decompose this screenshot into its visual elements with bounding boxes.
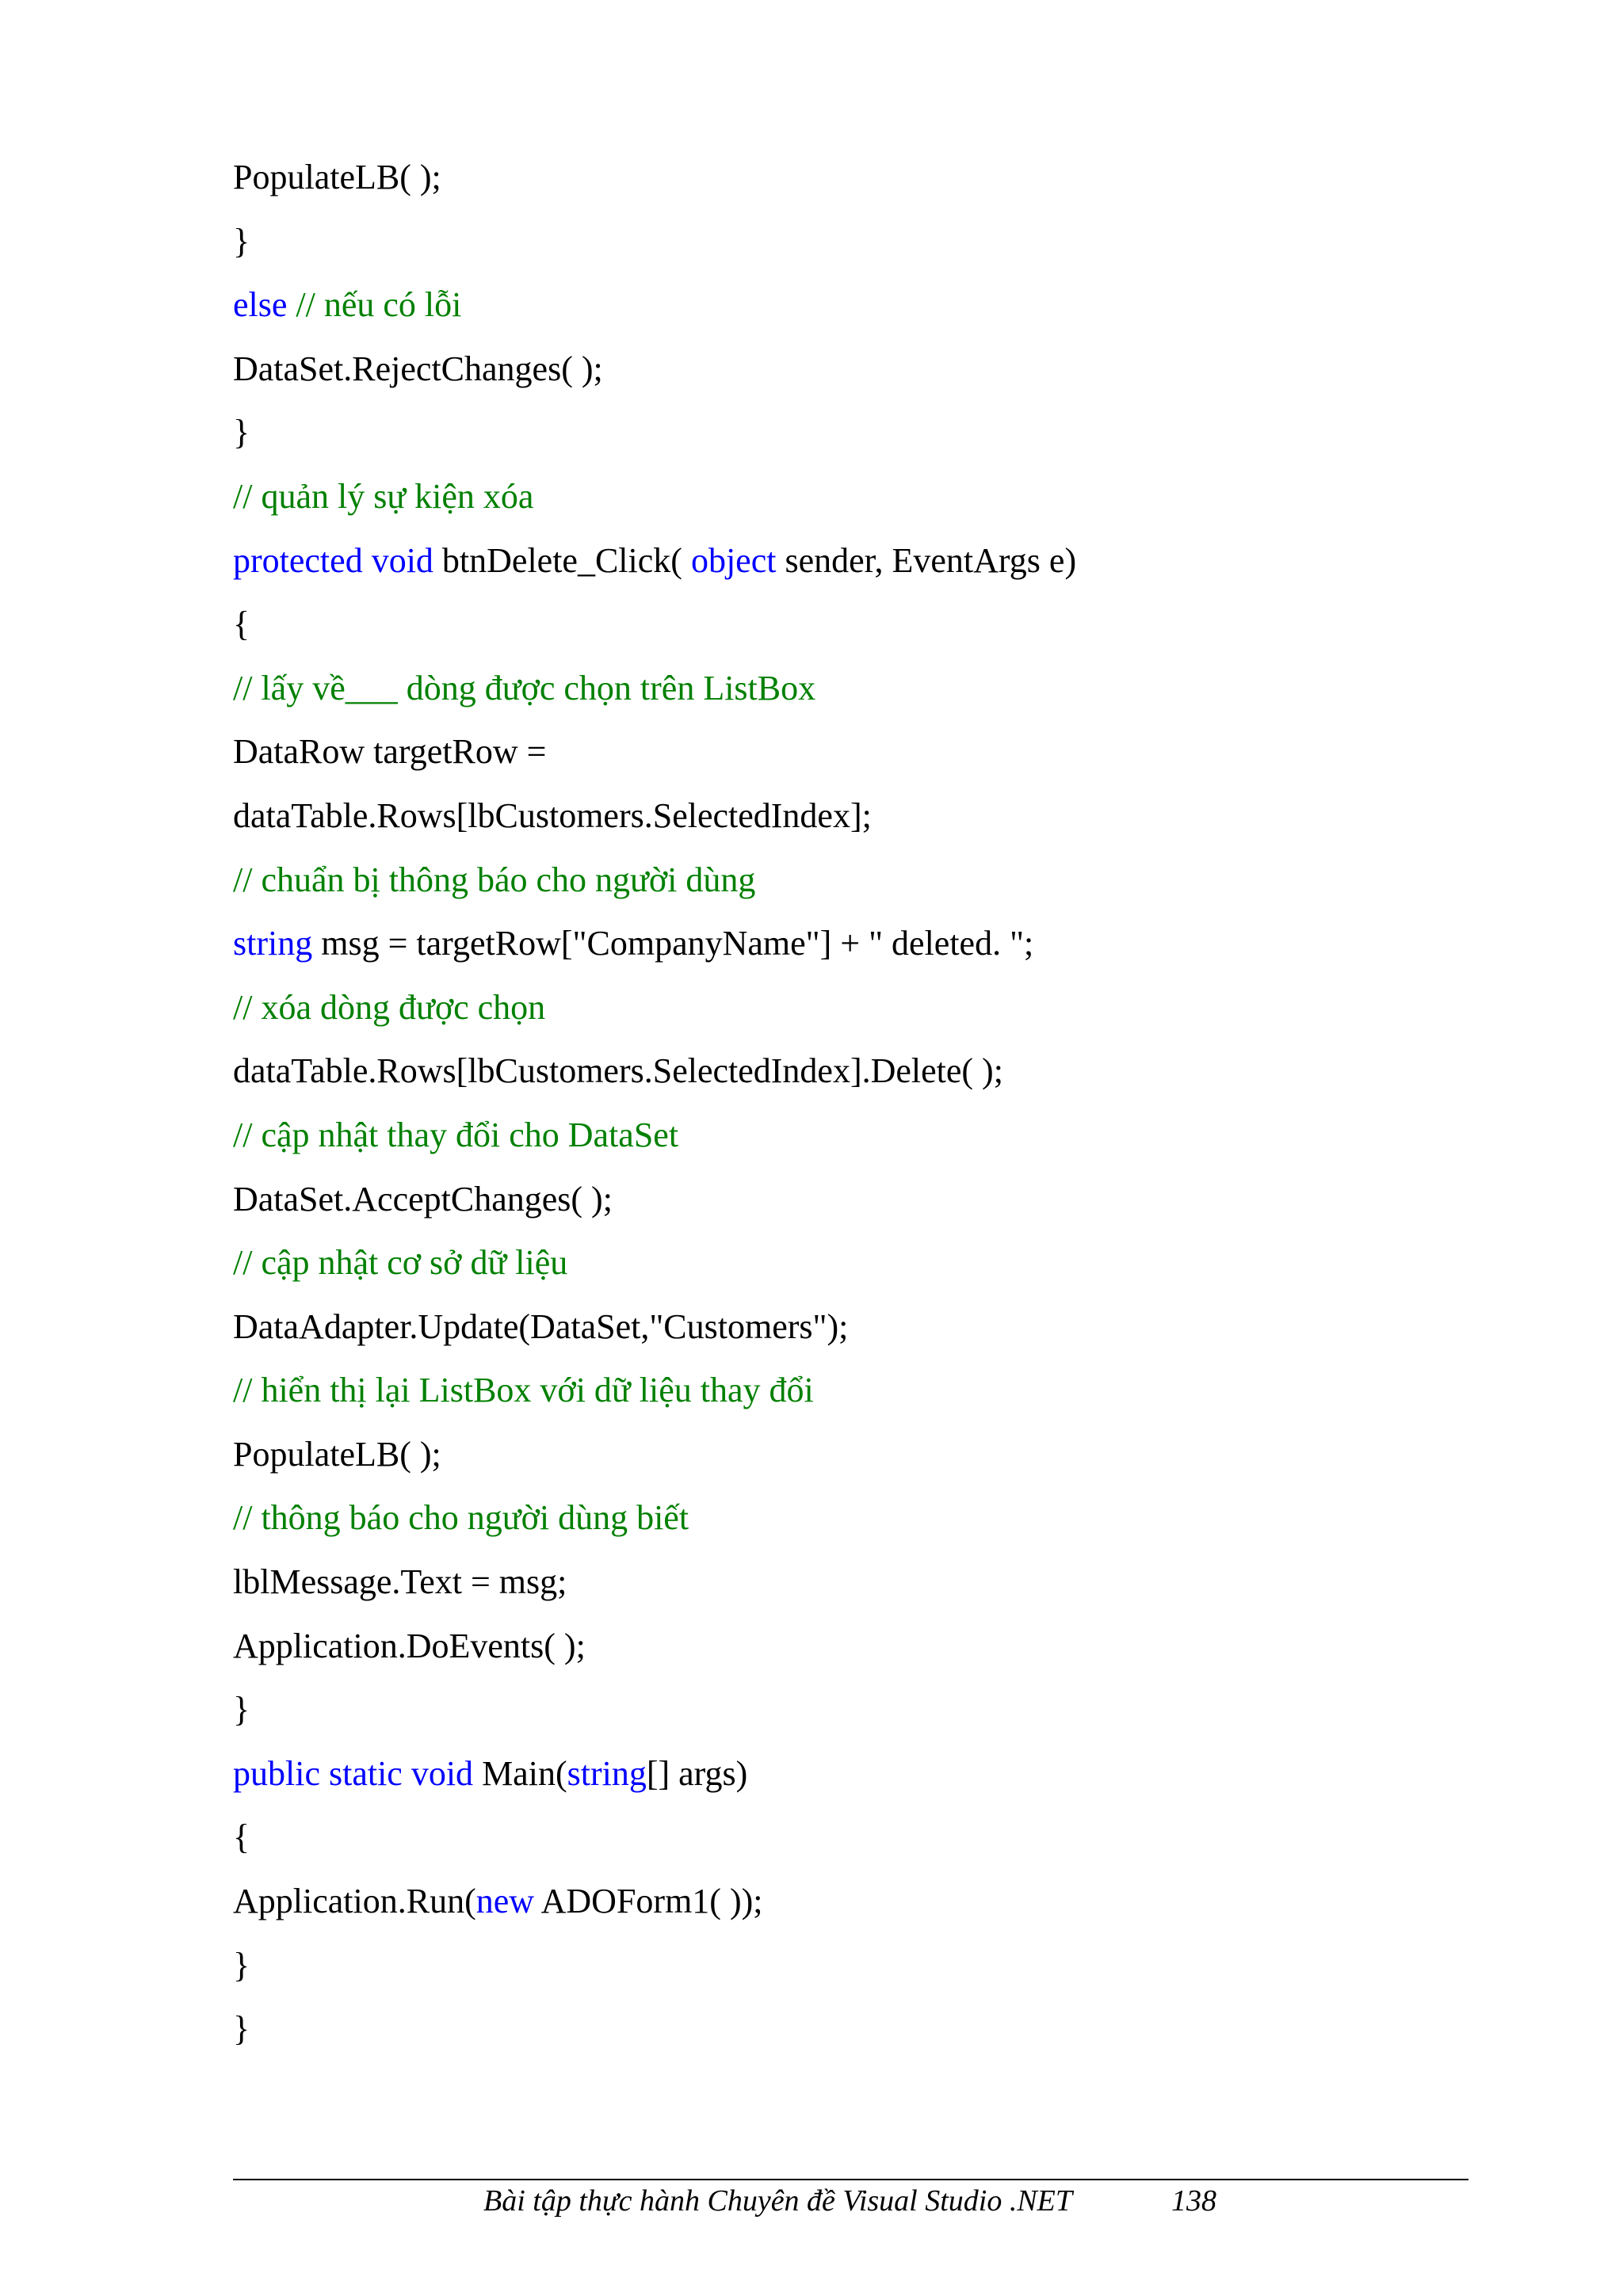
code-plain-token: msg = targetRow["CompanyName"] + " deleted. "; xyxy=(312,924,1034,963)
code-plain-token: lblMessage.Text = msg; xyxy=(233,1562,567,1602)
code-line xyxy=(233,1423,1469,1487)
code-plain-token: DataAdapter.Update(DataSet,"Customers"); xyxy=(233,1306,849,1346)
code-plain-token: PopulateLB( ); xyxy=(233,1434,441,1474)
code-keyword-token: string xyxy=(567,1753,647,1793)
code-plain-token: } xyxy=(233,1945,250,1985)
code-comment-token: // quản lý sự kiện xóa xyxy=(233,476,534,516)
code-line xyxy=(233,1231,1469,1295)
code-plain-token: ADOForm1( )); xyxy=(534,1882,763,1921)
code-line xyxy=(233,1678,1469,1742)
code-comment-token: // chuẩn bị thông báo cho người dùng xyxy=(233,860,756,899)
code-line xyxy=(233,912,1469,976)
code-keyword-token: else xyxy=(233,285,288,325)
code-line xyxy=(233,1486,1469,1550)
code-line xyxy=(233,210,1469,274)
code-comment-token: // thông báo cho người dùng biết xyxy=(233,1498,689,1538)
code-line xyxy=(233,1997,1469,2061)
code-line xyxy=(233,976,1469,1040)
code-comment-token: // nếu có lỗi xyxy=(287,285,462,325)
code-plain-token: dataTable.Rows[lbCustomers.SelectedIndex].Delete( ); xyxy=(233,1051,1003,1091)
code-keyword-token: string xyxy=(233,924,313,963)
code-plain-token: DataRow targetRow = xyxy=(233,732,547,772)
code-line xyxy=(233,1870,1469,1934)
code-plain-token: } xyxy=(233,1690,250,1730)
code-comment-token: // hiển thị lại ListBox với dữ liệu thay đổi xyxy=(233,1371,814,1410)
code-line xyxy=(233,1615,1469,1679)
code-plain-token: DataSet.AcceptChanges( ); xyxy=(233,1179,613,1219)
code-block xyxy=(233,146,1469,2061)
code-plain-token: DataSet.RejectChanges( ); xyxy=(233,349,603,388)
code-line xyxy=(233,593,1469,657)
code-comment-token: // cập nhật cơ sở dữ liệu xyxy=(233,1243,568,1283)
code-line xyxy=(233,401,1469,465)
code-plain-token: Main( xyxy=(473,1753,567,1793)
code-line xyxy=(233,1168,1469,1232)
code-line xyxy=(233,1934,1469,1998)
code-keyword-token: object xyxy=(690,540,777,580)
code-line xyxy=(233,1742,1469,1806)
code-comment-token: // cập nhật thay đổi cho DataSet xyxy=(233,1115,679,1154)
code-line xyxy=(233,1104,1469,1168)
page-number: 138 xyxy=(1171,2184,1216,2218)
code-line xyxy=(233,529,1469,593)
footer-book-title: Bài tập thực hành Chuyên đề Visual Studio .NET xyxy=(483,2184,1073,2218)
code-line xyxy=(233,784,1469,849)
code-line xyxy=(233,1039,1469,1104)
code-line xyxy=(233,465,1469,529)
code-line xyxy=(233,146,1469,210)
code-line xyxy=(233,1359,1469,1423)
code-plain-token: dataTable.Rows[lbCustomers.SelectedIndex]; xyxy=(233,795,872,835)
code-line xyxy=(233,1806,1469,1870)
code-plain-token: { xyxy=(233,605,250,644)
code-line xyxy=(233,273,1469,338)
code-plain-token: Application.DoEvents( ); xyxy=(233,1626,586,1665)
code-comment-token: // xóa dòng được chọn xyxy=(233,987,546,1027)
code-plain-token: { xyxy=(233,1817,250,1857)
code-line xyxy=(233,720,1469,784)
code-plain-token: sender, EventArgs e) xyxy=(776,540,1077,580)
code-line xyxy=(233,338,1469,402)
code-plain-token: btnDelete_Click( xyxy=(433,540,691,580)
code-plain-token: PopulateLB( ); xyxy=(233,158,441,196)
code-plain-token: } xyxy=(233,2009,250,2049)
code-line xyxy=(233,1295,1469,1360)
code-plain-token: [] args) xyxy=(646,1753,748,1793)
code-comment-token: // lấy về___ dòng được chọn trên ListBox xyxy=(233,668,816,707)
code-plain-token: } xyxy=(233,221,250,261)
code-keyword-token: protected void xyxy=(233,540,433,580)
footer-divider xyxy=(233,2179,1468,2180)
code-keyword-token: new xyxy=(475,1882,535,1921)
code-keyword-token: public static void xyxy=(233,1753,474,1793)
code-line xyxy=(233,657,1469,721)
code-plain-token: Application.Run( xyxy=(233,1882,476,1921)
code-line xyxy=(233,849,1469,913)
code-line xyxy=(233,1550,1469,1615)
code-plain-token: } xyxy=(233,413,250,452)
